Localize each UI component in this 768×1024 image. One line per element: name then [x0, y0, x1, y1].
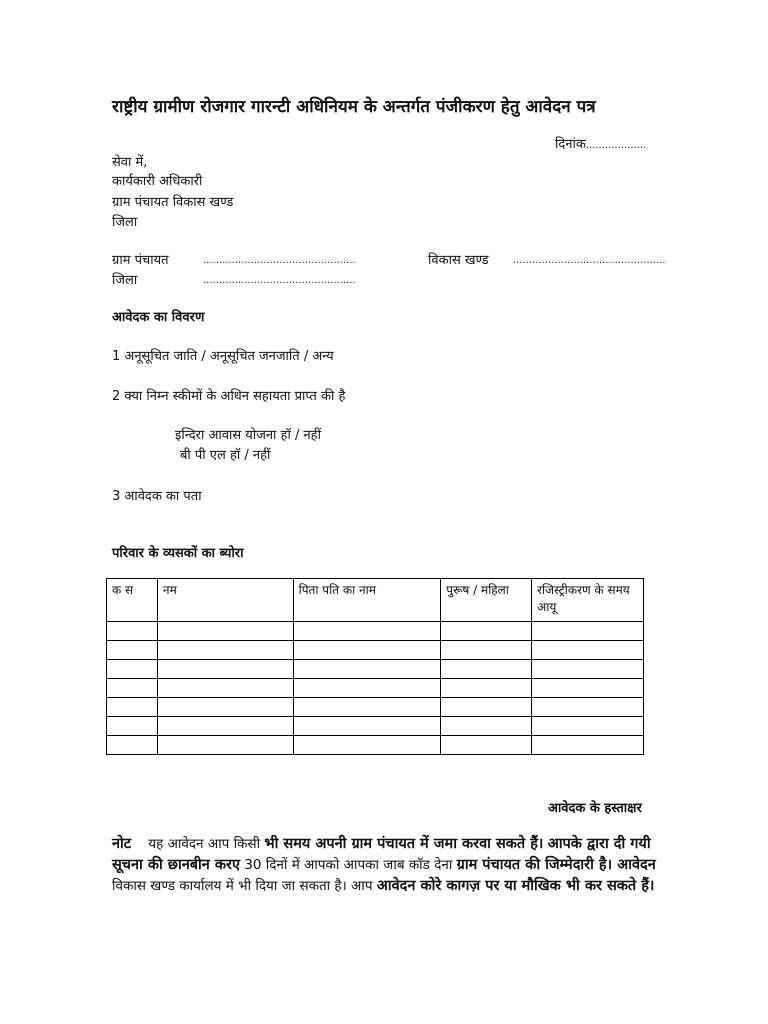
table-cell[interactable] [107, 698, 158, 717]
table-cell[interactable] [441, 622, 532, 641]
table-cell[interactable] [532, 679, 644, 698]
table-cell[interactable] [532, 660, 644, 679]
table-cell[interactable] [532, 717, 644, 736]
table-cell[interactable] [157, 679, 293, 698]
table-cell[interactable] [293, 698, 441, 717]
table-header-row [107, 579, 644, 622]
jila-field[interactable]: ................................................ [203, 275, 356, 286]
col-age: रजिस्ट्रीकरण के समय आयू [532, 579, 644, 622]
note-label: नोट [112, 836, 132, 852]
table-cell[interactable] [293, 641, 441, 660]
table-row [107, 641, 644, 660]
address-to: सेवा में, [112, 155, 148, 170]
date-field[interactable] [555, 134, 646, 152]
table-cell[interactable] [441, 679, 532, 698]
table-cell[interactable] [441, 660, 532, 679]
table-row [107, 679, 644, 698]
table-cell[interactable] [441, 717, 532, 736]
note-text-3: आपके द्वारा दी गयी सूचना की छानबीन करए [112, 836, 651, 873]
table-cell[interactable] [532, 641, 644, 660]
table-cell[interactable] [157, 698, 293, 717]
date-label: दिनांक [555, 137, 586, 152]
table-row [107, 660, 644, 679]
table-cell[interactable] [157, 660, 293, 679]
applicant-heading: आवेदक का विवरण [112, 310, 205, 325]
table-cell[interactable] [293, 717, 441, 736]
table-cell[interactable] [293, 736, 441, 755]
table-cell[interactable] [107, 736, 158, 755]
note-text-7: आप [351, 878, 373, 894]
table-cell[interactable] [532, 622, 644, 641]
col-serial: क स [107, 579, 158, 622]
col-father-husband-name: पिता पति का नाम [293, 579, 441, 622]
scheme-item: 2 क्या निम्न स्कीमों के अधिन सहायता प्राप्त की है [112, 389, 346, 404]
table-cell[interactable] [532, 736, 644, 755]
address-panchayat-block: ग्राम पंचायत विकास खण्ड [112, 195, 234, 210]
jila-label: जिला [112, 273, 138, 288]
table-cell[interactable] [157, 736, 293, 755]
note-text-6: विकास खण्ड कार्यालय में भी दिया जा सकता है। [112, 878, 347, 894]
table-cell[interactable] [532, 698, 644, 717]
table-cell[interactable] [107, 622, 158, 641]
note-text-4: 30 दिनों में आपको आपका जाब कॉड देना [244, 857, 453, 873]
indira-awas-item: इन्दिरा आवास योजना हॉ / नहीं [175, 428, 321, 443]
table-cell[interactable] [441, 698, 532, 717]
table-row [107, 736, 644, 755]
family-heading: परिवार के व्यसकों का ब्योरा [112, 546, 244, 561]
col-name: नम [157, 579, 293, 622]
note-text-8: आवेदन कोरे कागज़ पर या मौखिक भी कर सकते हैं। [376, 878, 655, 894]
table-cell[interactable] [441, 641, 532, 660]
gram-panchayat-field[interactable]: ................................................ [203, 255, 356, 266]
table-cell[interactable] [293, 622, 441, 641]
caste-item: 1 अनूसूचित जाति / अनूसूचित जनजाति / अन्य [112, 349, 334, 364]
note-text-5: ग्राम पंचायत की जिम्मेदारी है। आवेदन [456, 857, 656, 873]
date-dots: ................... [585, 140, 647, 151]
table-row [107, 622, 644, 641]
address-officer: कार्यकारी अधिकारी [112, 174, 203, 189]
table-cell[interactable] [157, 622, 293, 641]
table-cell[interactable] [441, 736, 532, 755]
address-district: जिला [112, 215, 138, 230]
applicant-signature: आवेदक के हस्ताक्षर [548, 801, 642, 816]
table-cell[interactable] [157, 717, 293, 736]
vikas-khand-label: विकास खण्ड [428, 253, 489, 268]
family-table [106, 578, 644, 755]
table-cell[interactable] [293, 660, 441, 679]
table-cell[interactable] [107, 717, 158, 736]
address-item: 3 आवेदक का पता [112, 489, 202, 504]
table-cell[interactable] [157, 641, 293, 660]
note-paragraph [112, 834, 672, 897]
bpl-item: बी पी एल हॉ / नहीं [180, 448, 271, 463]
form-title: राष्ट्रीय ग्रामीण रोजगार गारन्टी अधिनियम के अन्तर्गत पंजीकरण हेतु आवेदन पत्र [112, 97, 596, 117]
note-text-2: भी समय अपनी ग्राम पंचायत में जमा करवा सकते हैं। [264, 836, 544, 852]
note-text-1: यह आवेदन आप किसी [148, 836, 261, 852]
table-row [107, 717, 644, 736]
table-cell[interactable] [107, 660, 158, 679]
gram-panchayat-label: ग्राम पंचायत [112, 253, 169, 268]
table-row [107, 698, 644, 717]
col-gender: पुरूष / महिला [441, 579, 532, 622]
table-cell[interactable] [107, 641, 158, 660]
table-cell[interactable] [107, 679, 158, 698]
table-cell[interactable] [293, 679, 441, 698]
vikas-khand-field[interactable]: ................................................ [513, 255, 666, 266]
